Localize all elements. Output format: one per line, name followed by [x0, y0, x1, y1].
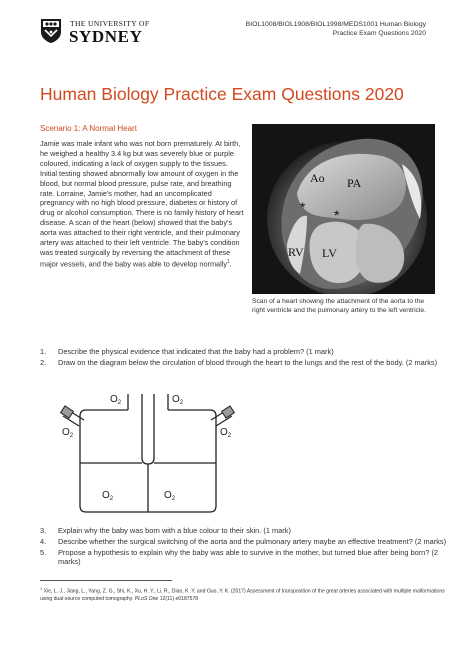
question-text: Describe whether the surgical switching of the aorta and the pulmonary artery maybe an effective treatment? (2 marks) [58, 536, 447, 546]
university-crest-logo [40, 18, 62, 44]
o2-label-top-left: $O_2$ [110, 394, 122, 406]
question-number: 3. [40, 526, 47, 535]
footnote [40, 585, 450, 603]
o2-label-right: $O_2$ [220, 427, 232, 439]
question-1 [40, 347, 445, 357]
question-text: Draw on the diagram below the circulation of blood through the heart to the lungs and the rest of the body. (2 marks) [58, 357, 438, 367]
question-2 [40, 358, 445, 368]
question-3 [40, 526, 450, 536]
questions-part-2 [40, 526, 450, 568]
scan-label-ao: Ao [310, 171, 325, 185]
heart-circulation-diagram [60, 388, 235, 520]
scan-caption: Scan of a heart showing the attachment of the aorta to the right ventricle and the pulmonary artery to the left ventricle. [252, 298, 426, 314]
o2-label-top-right: $O_2$ [172, 394, 184, 406]
course-subtitle: Practice Exam Questions 2020 [332, 30, 426, 37]
question-4 [40, 537, 450, 547]
question-text: Propose a hypothesis to explain why the baby was able to survive in the mother, but turned blue after being born? (2 marks) [58, 547, 439, 567]
university-name-line1: THE UNIVERSITY OF [70, 19, 150, 28]
scan-star-left: * [300, 199, 306, 215]
question-text: Explain why the baby was born with a blue colour to their skin. (1 mark) [58, 526, 291, 535]
scenario-body: Jamie was male infant who was not born prematurely. At birth, he weighed a healthy 3.4 kg but was severely blue or purple coloured, indicating a lack of oxygen supply to the tissues. Initial testing showed abnormally low amount of oxygen in the blood, but normal blood pressure, pulse rate, and breathing rate. Lorraine, Jamie's mother, had an uncomplicated pregnancy with no high blood pressure, diabetes or history of drug or alcohol consumption. There is no family history of heart disease. A scan of the heart (below) showed that the baby's aorta was attached to their right ventricle, and their pulmonary artery was attached to their left ventricle. The baby's condition was treated surgically by reversing the attachment of these major vessels, and the baby was able to develop normally [40, 139, 244, 269]
course-header [236, 20, 426, 38]
scenario-text [40, 139, 244, 269]
o2-label-bottom-right: $O_2$ [164, 490, 176, 502]
scan-label-pa: PA [347, 176, 362, 190]
page-title: Human Biology Practice Exam Questions 2020 [40, 84, 404, 104]
footnote-journal: PLoS One [134, 595, 159, 602]
o2-label-left: $O_2$ [62, 427, 74, 439]
footnote-text: Xie, L. J., Jiang, L., Yang, Z. G., Shi, K., Xu, H. Y., Li, R., Diao, K .Y. and Guo, Y. K. (2017) Assessment of transposition of the great arteries associated with multiple malformations using dual-source computed tomography. [40, 588, 445, 602]
question-number: 1. [40, 347, 47, 356]
right-vessel-connector [211, 406, 234, 426]
university-name-line2: SYDNEY [69, 27, 143, 46]
course-codes: BIOL1008/BIOL1908/BIOL1998/MEDS1001 Human Biology [245, 21, 426, 28]
heart-scan-graphic [252, 124, 435, 294]
o2-label-bottom-left: $O_2$ [102, 490, 114, 502]
question-number: 4. [40, 536, 47, 546]
scan-label-rv: RV [288, 245, 304, 259]
heart-scan-image [252, 124, 435, 294]
question-5 [40, 548, 450, 568]
scan-label-lv: LV [322, 246, 337, 260]
scenario-heading: Scenario 1: A Normal Heart [40, 124, 137, 133]
footnote-divider [40, 580, 172, 581]
footnote-tail: 12(11) e0187578 [158, 595, 199, 602]
footnote-ref: 1 [226, 258, 230, 265]
footnote-number: 1 [40, 586, 43, 591]
scan-star-right: * [334, 207, 340, 223]
scenario-period: . [229, 259, 232, 269]
question-text: Describe the physical evidence that indicated that the baby had a problem? (1 mark) [58, 347, 334, 356]
question-number: 2. [40, 357, 47, 367]
questions-part-1 [40, 347, 445, 369]
question-number: 5. [40, 547, 47, 557]
